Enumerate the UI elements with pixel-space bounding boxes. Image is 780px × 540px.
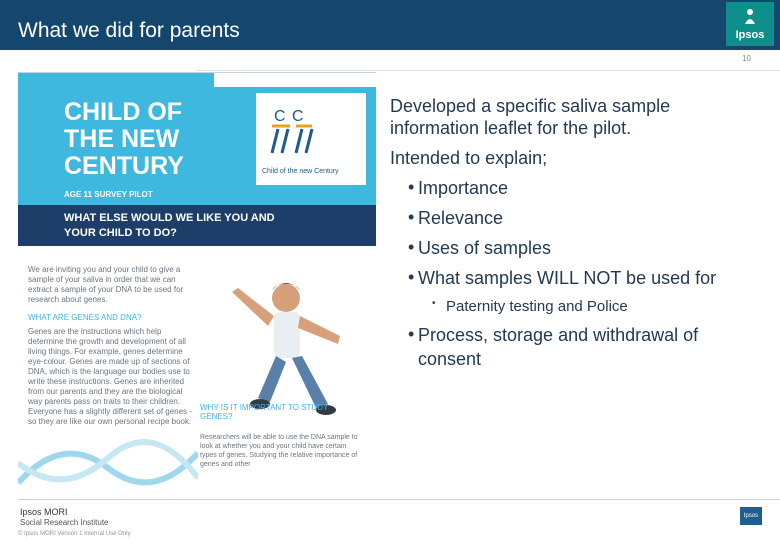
divider xyxy=(196,70,780,71)
bullet-icon: • xyxy=(408,267,415,287)
ipsos-logo xyxy=(726,2,774,46)
bullet-item: Importance xyxy=(418,178,509,198)
footer-copyright: © Ipsos MORI Version 1 Internal Use Only xyxy=(18,531,131,537)
bullet-icon: • xyxy=(408,237,415,257)
footer-divider xyxy=(18,499,780,500)
leaflet-top-strip xyxy=(214,73,376,87)
sub-bullet-item: Paternity testing and Police xyxy=(446,298,628,315)
sub-bullet-icon: • xyxy=(432,298,436,309)
footer-ipsos-logo: Ipsos xyxy=(740,507,762,525)
leaflet-title: CHILD OF THE NEW CENTURY xyxy=(64,98,184,180)
svg-text:C: C xyxy=(274,108,286,125)
cnc-logo xyxy=(256,93,366,185)
page-number: 10 xyxy=(742,54,751,63)
leaflet-why-body: Researchers will be able to use the DNA sample to look at whether you and your child have certain types of genes. Studying the relative importance of genes and other xyxy=(200,434,358,468)
slide-header xyxy=(0,0,780,50)
ipsos-logo-text: Ipsos xyxy=(735,29,765,41)
text-line: Developed a specific saliva sample xyxy=(390,96,671,116)
bullet-item: Relevance xyxy=(418,208,504,228)
bullet-item: Process, storage and withdrawal of xyxy=(418,325,699,345)
text-line: Intended to explain; xyxy=(390,148,548,168)
leaflet-body xyxy=(28,265,198,427)
leaflet-genes-body: Genes are the instructions which help determine the growth and development of all living things. For example, genes determine eye-colour. Genes are made up of sections of DNA, which is the language our bodies use to write these instructions. Genes are inherited from our parents and they are the biological way parents pass on traits to their children. Everyone has a slightly different set of genes - so they are like our own personal recipe book. xyxy=(28,327,192,426)
cnc-logo-caption: Child of the new Century xyxy=(262,168,339,175)
leaflet-intro: We are inviting you and your child to give a sample of your saliva in order that we can extract a sample of your DNA to be used for research about genes. xyxy=(28,265,184,304)
footer-org: Ipsos MORI xyxy=(20,507,68,517)
text-line: information leaflet for the pilot. xyxy=(390,118,632,138)
dna-helix-illustration xyxy=(18,413,198,498)
bullet-icon: • xyxy=(408,324,415,344)
leaflet-question-band xyxy=(18,205,376,246)
cnc-logo-icon xyxy=(256,93,366,168)
bullet-icon: • xyxy=(408,207,415,227)
bullet-item-continued: consent xyxy=(418,349,482,369)
leaflet-subtitle: AGE 11 SURVEY PILOT xyxy=(64,190,153,199)
ipsos-figure-icon xyxy=(741,7,759,25)
leaflet-image xyxy=(18,72,376,498)
slide-title: What we did for parents xyxy=(18,19,240,42)
footer-org-sub: Social Research Institute xyxy=(20,518,109,527)
bullet-item: Uses of samples xyxy=(418,238,552,258)
leaflet-question: WHAT ELSE WOULD WE LIKE YOU AND YOUR CHILD TO DO? xyxy=(64,212,275,239)
bullet-item: What samples WILL NOT be used for xyxy=(418,268,717,288)
svg-text:C: C xyxy=(292,108,304,125)
leaflet-why-heading: WHY IS IT IMPORTANT TO STUDY GENES? xyxy=(200,403,329,421)
leaflet-genes-heading: WHAT ARE GENES AND DNA? xyxy=(28,313,142,322)
bullet-icon: • xyxy=(408,177,415,197)
